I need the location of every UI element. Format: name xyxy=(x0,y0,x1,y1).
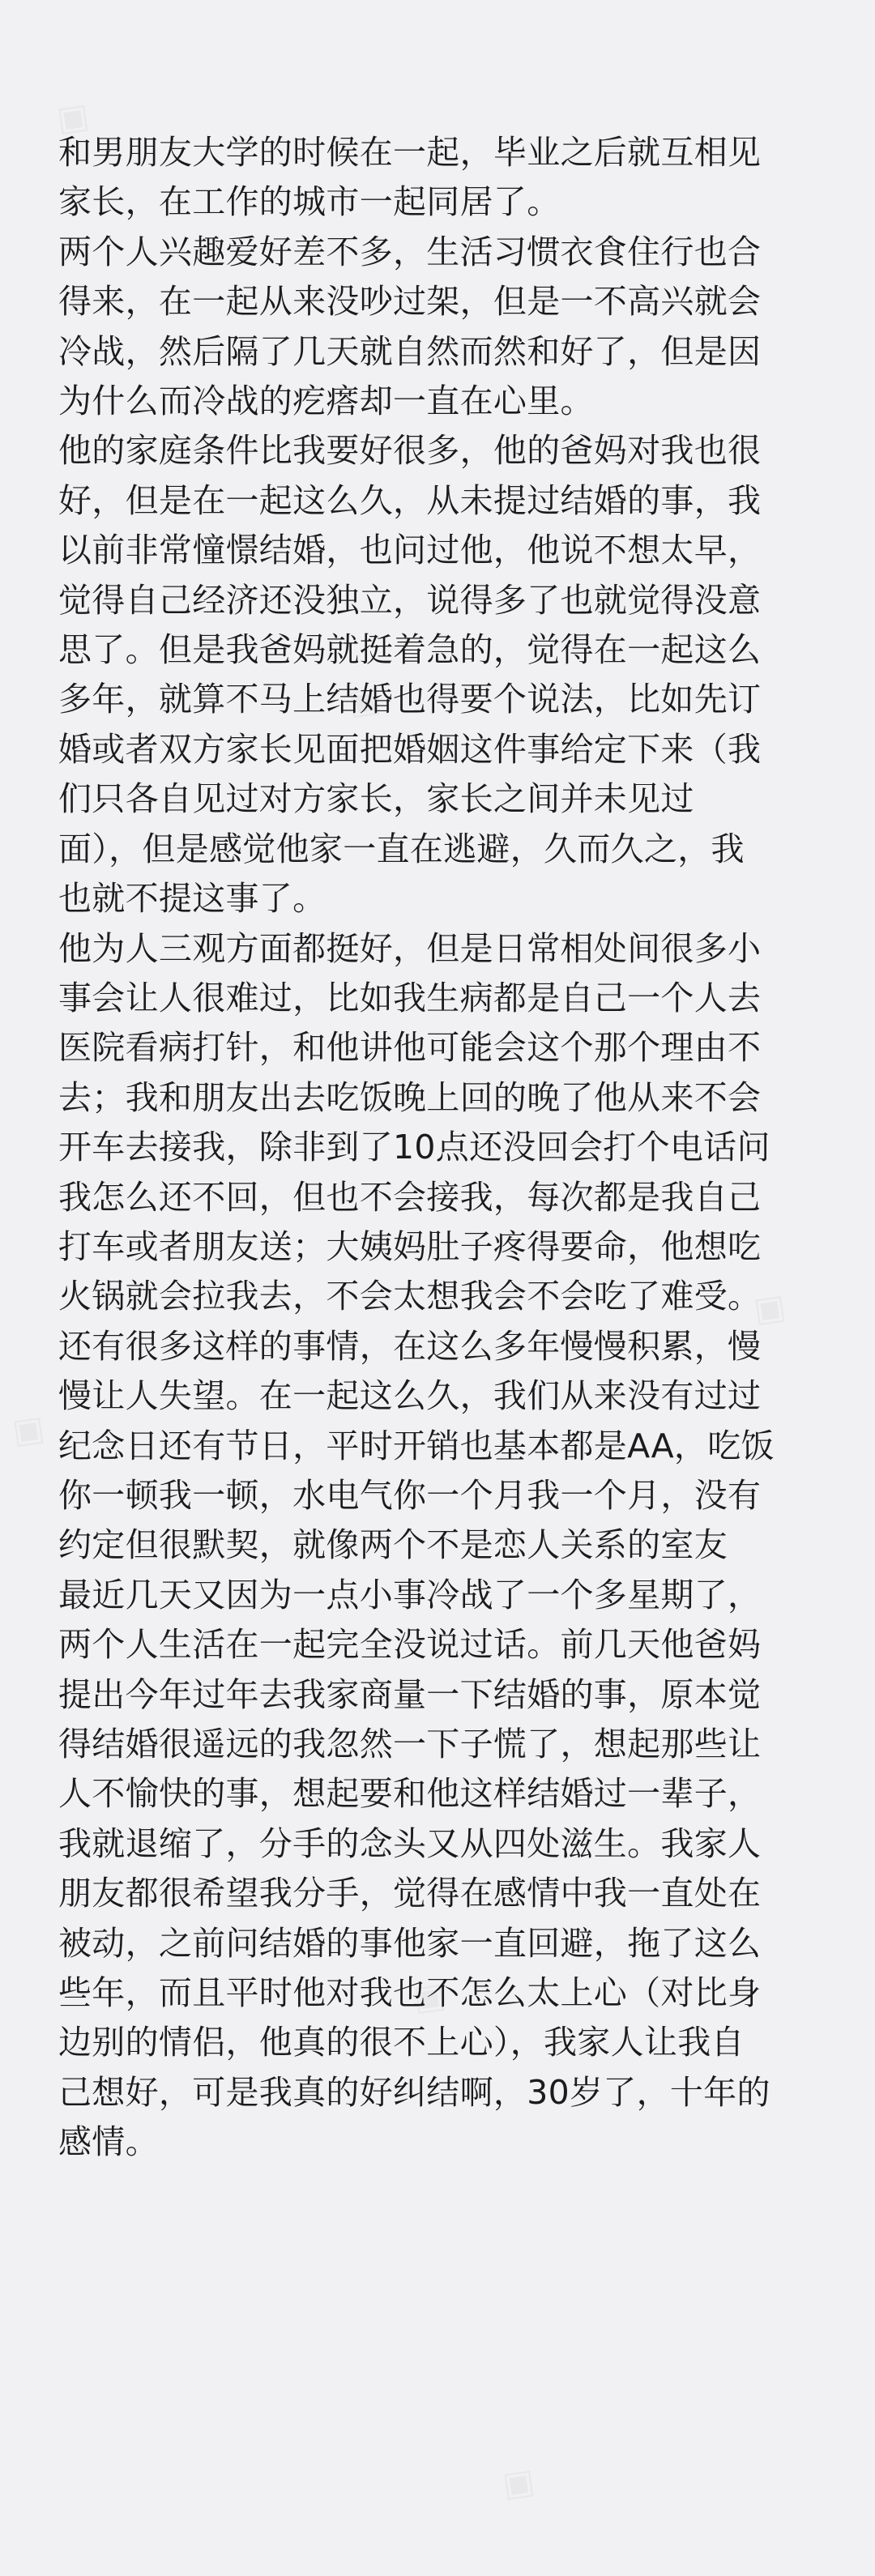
text-line: 火锅就会拉我去，不会太想我会不会吃了难受。 xyxy=(58,1277,762,1316)
text-line: 提出今年过年去我家商量一下结婚的事，原本觉 xyxy=(58,1674,762,1714)
text-line: 和男朋友大学的时候在一起，毕业之后就互相见 xyxy=(58,133,762,172)
text-line: 他为人三观方面都挺好，但是日常相处间很多小 xyxy=(58,928,762,968)
text-line: 感情。 xyxy=(58,2122,159,2162)
text-line: 思了。但是我爸妈就挺着急的，觉得在一起这么 xyxy=(58,630,762,670)
text-line: 人不愉快的事，想起要和他这样结婚过一辈子， xyxy=(58,1774,762,1814)
watermark-mark xyxy=(500,2460,537,2504)
text-line: 己想好，可是我真的好纠结啊，30岁了，十年的 xyxy=(58,2072,770,2112)
text-line: 婚或者双方家长见面把婚姻这件事给定下来（我 xyxy=(58,729,762,769)
text-line: 我就退缩了，分手的念头又从四处滋生。我家人 xyxy=(58,1823,762,1863)
text-line: 开车去接我，除非到了10点还没回会打个电话问 xyxy=(58,1128,770,1167)
text-line: 医院看病打针，和他讲他可能会这个那个理由不 xyxy=(58,1028,762,1068)
text-line: 觉得自己经济还没独立，说得多了也就觉得没意 xyxy=(58,580,762,620)
text-line: 们只各自见过对方家长，家长之间并未见过 xyxy=(58,779,694,819)
text-line: 最近几天又因为一点小事冷战了一个多星期了， xyxy=(58,1575,762,1614)
text-line: 打车或者朋友送；大姨妈肚子疼得要命，他想吃 xyxy=(58,1226,762,1266)
text-line: 家长，在工作的城市一起同居了。 xyxy=(58,182,561,222)
text-line: 朋友都很希望我分手，觉得在感情中我一直处在 xyxy=(58,1874,762,1913)
text-line: 为什么而冷战的疙瘩却一直在心里。 xyxy=(58,382,594,421)
text-line: 去；我和朋友出去吃饭晚上回的晚了他从来不会 xyxy=(58,1077,762,1117)
text-line: 以前非常憧憬结婚，也问过他，他说不想太早， xyxy=(58,531,762,570)
text-line: 你一顿我一顿，水电气你一个月我一个月，没有 xyxy=(58,1475,762,1515)
text-line: 也就不提这事了。 xyxy=(58,879,327,919)
text-line: 得来，在一起从来没吵过架，但是一不高兴就会 xyxy=(58,282,762,322)
text-line: 事会让人很难过，比如我生病都是自己一个人去 xyxy=(58,978,762,1017)
text-line: 些年，而且平时他对我也不怎么太上心（对比身 xyxy=(58,1973,762,2013)
text-line: 好，但是在一起这么久，从未提过结婚的事，我 xyxy=(58,480,762,520)
text-line: 纪念日还有节日，平时开销也基本都是AA，吃饭 xyxy=(58,1426,775,1465)
text-line: 边别的情侣，他真的很不上心），我家人让我自 xyxy=(58,2023,745,2062)
text-line: 约定但很默契，就像两个不是恋人关系的室友 xyxy=(58,1525,728,1565)
text-line: 两个人生活在一起完全没说过话。前几天他爸妈 xyxy=(58,1625,762,1665)
text-line: 冷战，然后隔了几天就自然而然和好了，但是因 xyxy=(58,331,762,371)
text-line: 慢让人失望。在一起这么久，我们从来没有过过 xyxy=(58,1376,762,1416)
text-line: 得结婚很遥远的我忽然一下子慌了，想起那些让 xyxy=(58,1725,762,1764)
text-line: 我怎么还不回，但也不会接我，每次都是我自己 xyxy=(58,1177,762,1217)
text-line: 面），但是感觉他家一直在逃避，久而久之，我 xyxy=(58,829,745,868)
text-line: 被动，之前问结婚的事他家一直回避，拖了这么 xyxy=(58,1923,762,1963)
text-line: 还有很多这样的事情，在这么多年慢慢积累，慢 xyxy=(58,1326,762,1366)
text-line: 两个人兴趣爱好差不多，生活习惯衣食住行也合 xyxy=(58,232,762,271)
text-line: 多年，就算不马上结婚也得要个说法，比如先订 xyxy=(58,680,762,719)
text-line: 他的家庭条件比我要好很多，他的爸妈对我也很 xyxy=(58,431,762,471)
document-body-text xyxy=(58,128,820,2168)
watermark-mark xyxy=(10,1407,47,1451)
